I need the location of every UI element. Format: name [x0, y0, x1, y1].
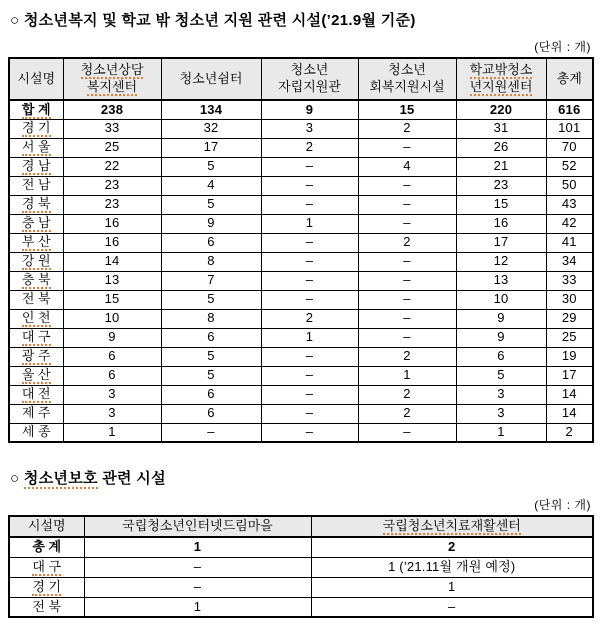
region-label-cell [9, 100, 63, 119]
region-label: 충 북 [21, 272, 51, 288]
title-text: ○ [10, 470, 24, 487]
count-cell: – [358, 214, 456, 233]
count-cell: – [84, 557, 311, 577]
region-label: 광 주 [21, 348, 51, 364]
table-row [9, 290, 593, 309]
count-cell: 23 [63, 195, 161, 214]
count-cell: 16 [63, 233, 161, 252]
count-cell: 15 [456, 195, 546, 214]
count-cell: – [261, 347, 358, 366]
count-cell: 10 [456, 290, 546, 309]
region-label-cell [9, 385, 63, 404]
table-row [9, 366, 593, 385]
section1-title [10, 9, 592, 30]
youth-protection-facilities-table [8, 515, 594, 618]
header-text: 복지센터 [86, 79, 138, 94]
column-header-cell [161, 58, 261, 100]
header-text: 총계 [556, 70, 582, 86]
count-cell: 50 [546, 176, 593, 195]
count-cell: 21 [456, 157, 546, 176]
region-label: 강 원 [21, 253, 51, 269]
count-cell: 16 [456, 214, 546, 233]
count-cell: 26 [456, 138, 546, 157]
table-row [9, 577, 593, 597]
count-cell: 2 [358, 347, 456, 366]
region-label-cell [9, 404, 63, 423]
section2 [8, 467, 592, 618]
count-cell: 13 [456, 271, 546, 290]
table-row [9, 157, 593, 176]
count-cell: 2 [358, 385, 456, 404]
title-text: 관련 시설 [97, 470, 166, 487]
count-cell: 42 [546, 214, 593, 233]
table-row [9, 214, 593, 233]
count-cell: 238 [63, 100, 161, 119]
count-cell: 14 [63, 252, 161, 271]
region-label: 세 종 [21, 424, 51, 440]
table-row [9, 119, 593, 138]
count-cell: – [261, 385, 358, 404]
count-cell: 1 [261, 328, 358, 347]
region-label: 경 기 [21, 120, 51, 136]
section2-unit-label: (단위 : 개) [534, 498, 591, 512]
count-cell: 6 [63, 366, 161, 385]
count-cell: 2 [546, 423, 593, 442]
count-cell: – [261, 176, 358, 195]
region-label: 울 산 [21, 367, 51, 383]
count-cell: 134 [161, 100, 261, 119]
count-cell: 6 [161, 385, 261, 404]
count-cell: 9 [63, 328, 161, 347]
table-row [9, 328, 593, 347]
column-header-cell [311, 516, 593, 537]
column-header-cell [63, 58, 161, 100]
header-row [9, 516, 593, 537]
count-cell: 3 [456, 385, 546, 404]
count-cell: 2 [358, 404, 456, 423]
count-cell: 3 [456, 404, 546, 423]
count-cell: – [261, 290, 358, 309]
header-text: 청소년 [290, 62, 329, 78]
count-cell: 3 [261, 119, 358, 138]
count-cell: 616 [546, 100, 593, 119]
region-label-cell [9, 252, 63, 271]
table-row [9, 597, 593, 617]
count-cell: 15 [63, 290, 161, 309]
region-label: 전 북 [32, 598, 62, 614]
count-cell: 43 [546, 195, 593, 214]
region-label-cell [9, 214, 63, 233]
count-cell: 5 [161, 290, 261, 309]
count-cell: – [161, 423, 261, 442]
table-row [9, 138, 593, 157]
region-label: 대 구 [32, 558, 62, 574]
count-cell: 9 [456, 328, 546, 347]
table-row [9, 423, 593, 442]
region-label: 경 기 [32, 578, 62, 594]
header-text: 자립지원관 [278, 79, 341, 94]
table-row [9, 557, 593, 577]
table-row [9, 252, 593, 271]
header-text: 시설명 [17, 70, 56, 86]
table-row [9, 195, 593, 214]
region-label: 대 전 [21, 386, 51, 402]
count-cell: – [261, 195, 358, 214]
count-cell: 30 [546, 290, 593, 309]
region-label: 서 울 [21, 139, 51, 155]
count-cell: – [358, 138, 456, 157]
count-cell: 1 [84, 597, 311, 617]
header-text: 시설명 [27, 518, 66, 534]
count-cell: – [358, 271, 456, 290]
column-header-cell [84, 516, 311, 537]
count-cell: – [261, 404, 358, 423]
count-cell: 17 [546, 366, 593, 385]
region-label: 전 남 [21, 177, 51, 193]
region-label-cell [9, 290, 63, 309]
count-cell: – [358, 309, 456, 328]
region-label: 경 남 [21, 158, 51, 174]
region-label: 대 구 [21, 329, 51, 345]
region-label-cell [9, 271, 63, 290]
region-label-cell [9, 138, 63, 157]
count-cell: 12 [456, 252, 546, 271]
count-cell: 2 [358, 119, 456, 138]
count-cell: – [84, 577, 311, 597]
count-cell: 2 [261, 138, 358, 157]
region-label-cell [9, 233, 63, 252]
count-cell: 1 [358, 366, 456, 385]
column-header-cell [546, 58, 593, 100]
header-text: 학교밖청소 [469, 62, 533, 78]
count-cell: 3 [63, 385, 161, 404]
count-cell: – [261, 157, 358, 176]
title-text: ○ 청소년복지 및 학교 밖 청소년 지원 관련 시설(’21.9월 기준) [10, 12, 416, 29]
count-cell: 32 [161, 119, 261, 138]
count-cell: 8 [161, 252, 261, 271]
region-label-cell [9, 176, 63, 195]
count-cell: 4 [161, 176, 261, 195]
count-cell: 1 [261, 214, 358, 233]
table-row [9, 404, 593, 423]
column-header-cell [358, 58, 456, 100]
count-cell: – [261, 271, 358, 290]
count-cell: – [311, 597, 593, 617]
count-cell: 22 [63, 157, 161, 176]
region-label: 전 북 [21, 291, 51, 307]
count-cell: – [358, 252, 456, 271]
region-label: 인 천 [21, 310, 51, 326]
count-cell: 14 [546, 385, 593, 404]
header-text: 청소년쉼터 [179, 70, 243, 86]
count-cell: 2 [311, 537, 593, 557]
count-cell: 6 [63, 347, 161, 366]
section1-unit-label: (단위 : 개) [534, 40, 591, 54]
count-cell: 4 [358, 157, 456, 176]
table-row [9, 100, 593, 119]
count-cell: 16 [63, 214, 161, 233]
region-label: 부 산 [21, 234, 51, 250]
count-cell: 10 [63, 309, 161, 328]
region-label: 충 남 [21, 215, 51, 231]
count-cell: 29 [546, 309, 593, 328]
section2-title [10, 467, 592, 488]
youth-welfare-facilities-table [8, 57, 594, 443]
count-cell: 220 [456, 100, 546, 119]
count-cell: 101 [546, 119, 593, 138]
title-text: 청소년보호 [23, 470, 98, 487]
region-label-cell [9, 557, 84, 577]
table-row [9, 385, 593, 404]
table-row [9, 537, 593, 557]
count-cell: 5 [161, 347, 261, 366]
region-label-cell [9, 423, 63, 442]
count-cell: – [261, 423, 358, 442]
count-cell: – [261, 252, 358, 271]
count-cell: – [358, 328, 456, 347]
header-row [9, 58, 593, 100]
count-cell: 5 [456, 366, 546, 385]
count-cell: 7 [161, 271, 261, 290]
count-cell: – [358, 423, 456, 442]
count-cell: 5 [161, 195, 261, 214]
count-cell: 1 [63, 423, 161, 442]
count-cell: 25 [546, 328, 593, 347]
region-label-cell [9, 577, 84, 597]
count-cell: 2 [261, 309, 358, 328]
header-text: 청소년상담 [80, 62, 144, 78]
region-label: 합 계 [21, 101, 51, 117]
table-row [9, 347, 593, 366]
table-row [9, 271, 593, 290]
count-cell: 1 [311, 577, 593, 597]
count-cell: 41 [546, 233, 593, 252]
region-label-cell [9, 119, 63, 138]
count-cell: 23 [63, 176, 161, 195]
count-cell: 9 [456, 309, 546, 328]
count-cell: 70 [546, 138, 593, 157]
count-cell: 17 [161, 138, 261, 157]
region-label-cell [9, 597, 84, 617]
column-header-cell [456, 58, 546, 100]
count-cell: 52 [546, 157, 593, 176]
header-text: 회복지원시설 [369, 79, 445, 94]
count-cell: 5 [161, 366, 261, 385]
header-text: 국립청소년치료재활센터 [382, 518, 521, 534]
table-row [9, 309, 593, 328]
count-cell: 17 [456, 233, 546, 252]
count-cell: 14 [546, 404, 593, 423]
table-row [9, 233, 593, 252]
count-cell: 6 [161, 233, 261, 252]
region-label-cell [9, 537, 84, 557]
count-cell: 33 [546, 271, 593, 290]
count-cell: 1 (’21.11월 개원 예정) [311, 557, 593, 577]
column-header-cell [9, 58, 63, 100]
column-header-cell [261, 58, 358, 100]
count-cell: 5 [161, 157, 261, 176]
region-label: 경 북 [21, 196, 51, 212]
count-cell: 8 [161, 309, 261, 328]
count-cell: 34 [546, 252, 593, 271]
count-cell: 23 [456, 176, 546, 195]
region-label: 제 주 [21, 405, 51, 421]
count-cell: 9 [261, 100, 358, 119]
count-cell: 6 [161, 328, 261, 347]
region-label-cell [9, 157, 63, 176]
count-cell: – [261, 233, 358, 252]
count-cell: 31 [456, 119, 546, 138]
count-cell: – [358, 195, 456, 214]
table-row [9, 176, 593, 195]
region-label-cell [9, 366, 63, 385]
count-cell: 15 [358, 100, 456, 119]
header-text: 청소년 [388, 62, 426, 78]
count-cell: 2 [358, 233, 456, 252]
count-cell: 6 [161, 404, 261, 423]
count-cell: 25 [63, 138, 161, 157]
region-label-cell [9, 195, 63, 214]
count-cell: – [261, 366, 358, 385]
count-cell: 1 [84, 537, 311, 557]
count-cell: – [358, 290, 456, 309]
count-cell: 6 [456, 347, 546, 366]
region-label-cell [9, 347, 63, 366]
count-cell: 13 [63, 271, 161, 290]
region-label-cell [9, 328, 63, 347]
count-cell: 3 [63, 404, 161, 423]
count-cell: 1 [456, 423, 546, 442]
header-text: 년지원센터 [469, 79, 533, 94]
count-cell: 9 [161, 214, 261, 233]
count-cell: – [358, 176, 456, 195]
header-text: 국립청소년인터넷드림마을 [122, 518, 273, 534]
count-cell: 33 [63, 119, 161, 138]
region-label-cell [9, 309, 63, 328]
region-label: 총 계 [32, 539, 62, 555]
column-header-cell [9, 516, 84, 537]
count-cell: 19 [546, 347, 593, 366]
